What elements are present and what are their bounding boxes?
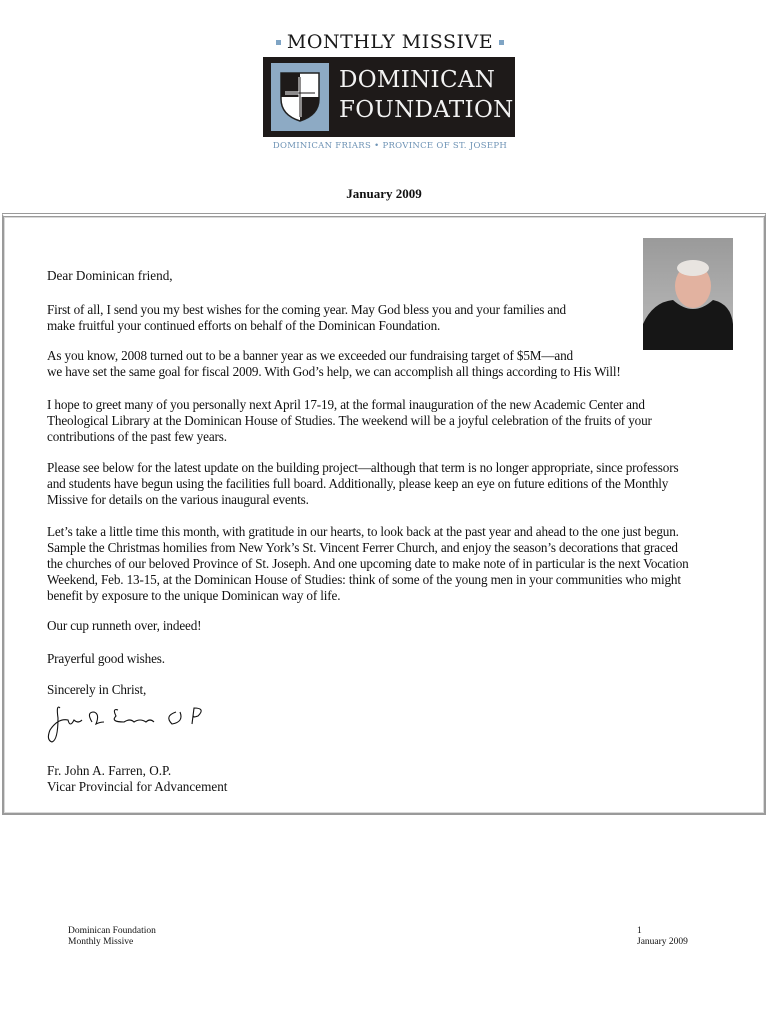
footer-publication: Monthly Missive [68,937,134,947]
paragraph-line: Prayerful good wishes. [47,651,165,666]
letter-paragraph [47,651,689,667]
paragraph-line: we have set the same goal for fiscal 2009. With God’s help, we can accomplish all things according to His Will! [47,364,621,379]
paragraph-line: Theological Library at the Dominican House of Studies. The weekend will be a joyful celebration of the fruits of your [47,413,652,428]
shield-icon [271,63,329,131]
paragraph-line: Sincerely in Christ, [47,682,147,697]
bullet-icon [499,40,504,45]
signer-block [47,763,227,795]
letter-paragraph [47,618,689,634]
letter-paragraph [47,682,689,698]
signer-title: Vicar Provincial for Advancement [47,779,228,794]
paragraph-line: the churches of our beloved Province of St. Joseph. And one upcoming date to make note of in particular is the next Vocation [47,556,689,571]
paragraph-line: Weekend, Feb. 13-15, at the Dominican House of Studies: think of some of the young men in your communities who might [47,572,681,587]
logo-line-1: DOMINICAN [339,67,496,93]
paragraph-line: benefit by exposure to the unique Dominican way of life. [47,588,341,603]
paragraph-line: Sample the Christmas homilies from New York’s St. Vincent Ferrer Church, and enjoy the season’s decorations that graced [47,540,678,555]
paragraph-line: contributions of the past few years. [47,429,227,444]
paragraph-line: and students have begun using the facilities full board. Additionally, please keep an eye on future editions of the Monthly [47,476,669,491]
foundation-logo [263,57,515,137]
letter-paragraph [47,397,689,445]
paragraph-line: I hope to greet many of you personally next April 17-19, at the formal inauguration of the new Academic Center and [47,397,645,412]
footer-left [68,926,156,948]
letter-paragraph [47,460,689,508]
footer-org: Dominican Foundation [68,926,156,936]
paragraph-line: Let’s take a little time this month, with gratitude in our hearts, to look back at the past year and ahead to the one just begun. [47,524,679,539]
page-number: 1 [637,926,642,936]
paragraph-line: First of all, I send you my best wishes for the coming year. May God bless you and your families and [47,302,567,317]
logo-subtitle: DOMINICAN FRIARS • PROVINCE OF ST. JOSEPH [272,141,508,151]
signature [46,700,226,748]
newsletter-title [258,28,522,56]
letter-paragraph [47,524,689,604]
paragraph-line: Please see below for the latest update on the building project—although that term is no longer appropriate, since professors [47,460,679,475]
signer-name: Fr. John A. Farren, O.P. [47,763,172,778]
logo-line-2: FOUNDATION [339,97,514,123]
footer-date: January 2009 [637,937,688,947]
letter-paragraph [47,348,689,380]
paragraph-line: Missive for details on the various inaugural events. [47,492,309,507]
bullet-icon [276,40,281,45]
paragraph-line: make fruitful your continued efforts on behalf of the Dominican Foundation. [47,318,441,333]
paragraph-line: Our cup runneth over, indeed! [47,618,202,633]
masthead [258,28,522,151]
salutation: Dear Dominican friend, [47,268,173,283]
footer-right [637,926,688,948]
letter-paragraph [47,302,689,334]
issue-date: January 2009 [346,186,422,201]
paragraph-line: As you know, 2008 turned out to be a banner year as we exceeded our fundraising target of $5M—and [47,348,573,363]
letter-body [47,268,689,712]
newsletter-title-text: MONTHLY MISSIVE [286,31,494,53]
